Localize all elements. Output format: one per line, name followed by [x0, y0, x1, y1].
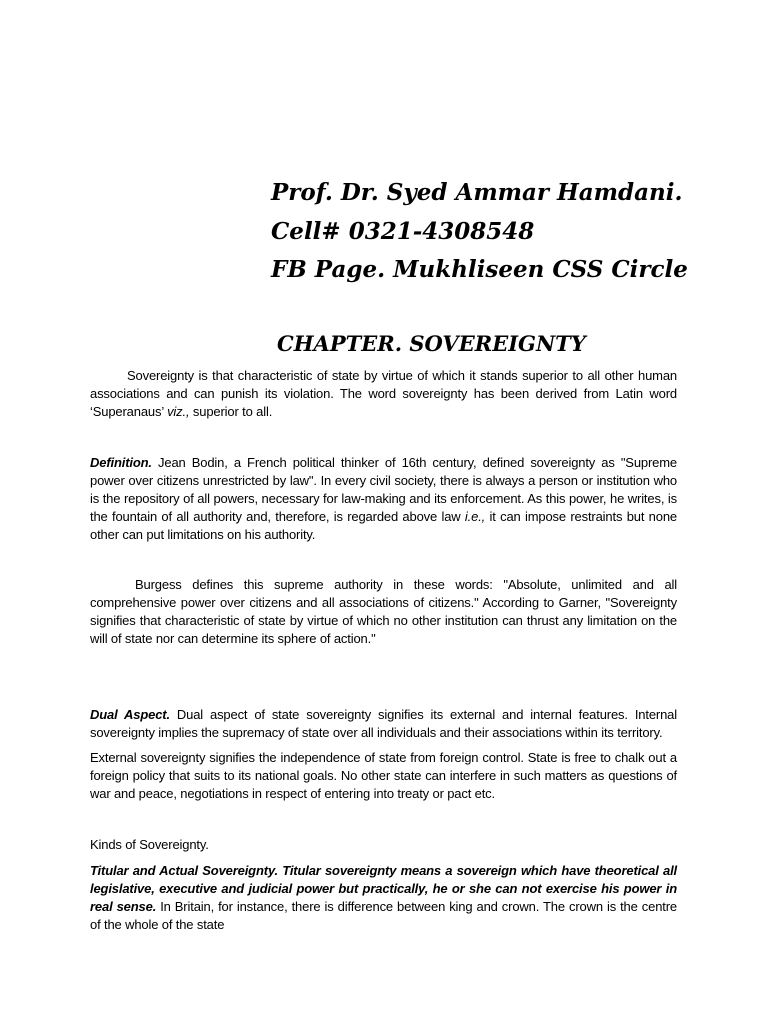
definition-text-end: it can impose restraints but none other can put limitations on his authority. [90, 509, 678, 542]
intro-text-end: superior to all. [189, 404, 273, 419]
author-name: Prof. Dr. Syed Ammar Hamdani. [271, 179, 683, 206]
definition-paragraph [90, 454, 677, 544]
burgess-paragraph: Burgess defines this supreme authority in these words: "Absolute, unlimited and all comprehensive power over citizens and all associations of citizens." According to Garner, "Sovereignty signifies that characteristic of state by virtue of which no other institution can thrust any limitation on the will of state nor can determine its sphere of action." [90, 577, 677, 646]
titular-paragraph [90, 862, 677, 934]
titular-lead: Titular and Actual Sovereignty. Titular sovereignty means a sovereign which have theoretical all legislative, executive and judicial power but practically, he or she can not exercise his power in real sense. [90, 863, 677, 914]
intro-italic: viz., [167, 404, 190, 419]
author-fb-page: FB Page. Mukhliseen CSS Circle [271, 256, 688, 283]
author-header [271, 174, 688, 290]
intro-paragraph [90, 367, 677, 421]
titular-text: In Britain, for instance, there is difference between king and crown. The crown is the centre of the whole of the state [90, 899, 677, 932]
intro-text: Sovereignty is that characteristic of state by virtue of which it stands superior to all other human associations and can punish its violation. The word sovereignty has been derived from Latin word ‘Superanaus’ [90, 368, 677, 419]
external-paragraph: External sovereignty signifies the independence of state from foreign control. State is free to chalk out a foreign policy that suits to its national goals. No other state can interfere in such matters as questions of war and peace, negotiations in respect of entering into treaty or pact etc. [90, 750, 677, 801]
definition-italic: i.e., [464, 509, 486, 524]
dual-aspect-paragraph [90, 706, 677, 742]
definition-text: Jean Bodin, a French political thinker of 16th century, defined sovereignty as "Supreme power over citizens unrestricted by law". In every civil society, there is always a person or institution who is the repository of all powers, necessary for law-making and its enforcement. As this power, he writes, is the fountain of all authority and, therefore, is regarded above law [90, 455, 677, 524]
kinds-heading: Kinds of Sovereignty. [90, 837, 209, 852]
dual-aspect-text: Dual aspect of state sovereignty signifies its external and internal features. Internal sovereignty implies the supremacy of state over all individuals and their associations within its territory. [90, 707, 677, 740]
dual-aspect-lead: Dual Aspect. [90, 707, 170, 722]
author-cell: Cell# 0321-4308548 [271, 217, 535, 245]
chapter-title: CHAPTER. SOVEREIGNTY [277, 331, 586, 356]
definition-lead: Definition. [90, 455, 152, 470]
